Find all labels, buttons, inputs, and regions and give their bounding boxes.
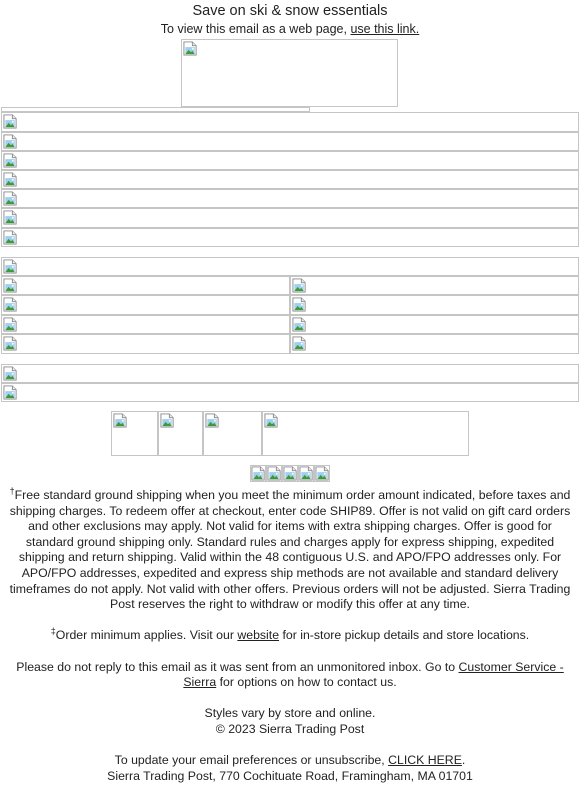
view-web-prefix: To view this email as a web page, [160,22,351,36]
nav-banner-2[interactable] [1,132,579,151]
broken-image-icon [3,153,18,168]
section-banner[interactable] [1,257,579,276]
nav-banner-5[interactable] [1,189,579,208]
broken-image-icon [251,466,266,481]
footer-link-image-3[interactable] [203,411,262,456]
logo-image[interactable] [181,39,398,107]
website-link[interactable]: website [237,628,280,643]
nav-banner-7[interactable] [1,228,579,247]
view-web-link[interactable]: use this link. [350,22,420,36]
broken-image-icon [3,134,18,149]
broken-image-icon [183,41,198,56]
grid-image-right-2[interactable] [290,295,579,315]
broken-image-icon [3,278,18,293]
styles-vary-text: Styles vary by store and online. [204,706,376,721]
footer-link-image-4[interactable] [262,411,469,456]
broken-image-icon [113,413,128,428]
broken-image-icon [3,172,18,187]
grid-image-left-2[interactable] [1,295,290,315]
broken-image-icon [3,385,18,400]
grid-image-left-1[interactable] [1,276,290,295]
order-minimum-prefix: Order minimum applies. Visit our [55,628,238,643]
broken-image-icon [299,466,314,481]
broken-image-icon [3,259,18,274]
double-dagger-mark: ‡ [50,626,56,637]
email-title: Save on ski & snow essentials [192,3,388,19]
grid-image-right-4[interactable] [290,334,579,354]
social-icon-2[interactable] [266,465,282,482]
broken-image-icon [3,230,18,245]
social-icon-5[interactable] [314,465,330,482]
broken-image-icon [3,317,18,332]
grid-image-right-1[interactable] [290,276,579,295]
grid-image-left-4[interactable] [1,334,290,354]
nav-banner-6[interactable] [1,208,579,228]
broken-image-icon [3,336,18,351]
noreply-prefix: Please do not reply to this email as it was sent from an unmonitored inbox. Go to [16,659,459,674]
styles-copyright [8,706,572,737]
unsubscribe-suffix: . [461,753,466,768]
social-icon-4[interactable] [298,465,314,482]
legal-footer [8,485,572,800]
grid-image-left-3[interactable] [1,315,290,334]
broken-image-icon [160,413,175,428]
broken-image-icon [292,278,307,293]
shipping-disclaimer [8,485,572,613]
broken-image-icon [205,413,220,428]
social-icon-1[interactable] [250,465,266,482]
broken-image-icon [3,297,18,312]
copyright-text: © 2023 Sierra Trading Post [215,721,365,736]
postal-address: Sierra Trading Post, 770 Cochituate Road, Framingham, MA 01701 [107,768,473,783]
customer-service-link[interactable]: Customer Service - Sierra [183,659,564,690]
broken-image-icon [292,317,307,332]
broken-image-icon [3,366,18,381]
unsubscribe-prefix: To update your email preferences or unsubscribe, [114,753,389,768]
broken-image-icon [315,466,330,481]
broken-image-icon [264,413,279,428]
nav-banner-3[interactable] [1,151,579,170]
noreply-note [8,660,572,691]
broken-image-icon [283,466,298,481]
grid-image-right-3[interactable] [290,315,579,334]
shipping-disclaimer-text: Free standard ground shipping when you meet the minimum order amount indicated, before taxes and shipping charges. To redeem offer at checkout, enter code SHIP89. Offer is not valid on gift card orders and other exclusions may apply. Not valid for items with extra shipping charges. Offer is good for standard ground shipping only. Standard rules and charges apply for express shipping, expedited shipping and return shipping. Valid within the 48 contiguous U.S. and APO/FPO addresses only. For APO/FPO addresses, expedited and express ship methods are not available and standard delivery timeframes do not apply. Not valid with other offers. Previous orders will not be adjusted. Sierra Trading Post reserves the right to withdraw or modify this offer at any time. [9,488,571,612]
promo-banner-1[interactable] [1,364,579,383]
nav-banner-1[interactable] [1,112,579,132]
broken-image-icon [3,114,18,129]
broken-image-icon [3,210,18,225]
broken-image-icon [267,466,282,481]
unsubscribe-link[interactable]: CLICK HERE [388,753,462,768]
footer-link-image-2[interactable] [158,411,203,456]
order-minimum-note [8,628,572,644]
broken-image-icon [3,191,18,206]
nav-banner-4[interactable] [1,170,579,189]
footer-link-image-1[interactable] [111,411,158,456]
broken-image-icon [292,336,307,351]
unsubscribe-note [8,753,572,784]
order-minimum-suffix: for in-store pickup details and store locations. [279,628,530,643]
social-icon-3[interactable] [282,465,298,482]
broken-image-icon [292,297,307,312]
view-web-line [0,22,580,36]
noreply-suffix: for options on how to contact us. [216,675,397,690]
dagger-mark: † [9,485,15,496]
promo-banner-2[interactable] [1,383,579,402]
